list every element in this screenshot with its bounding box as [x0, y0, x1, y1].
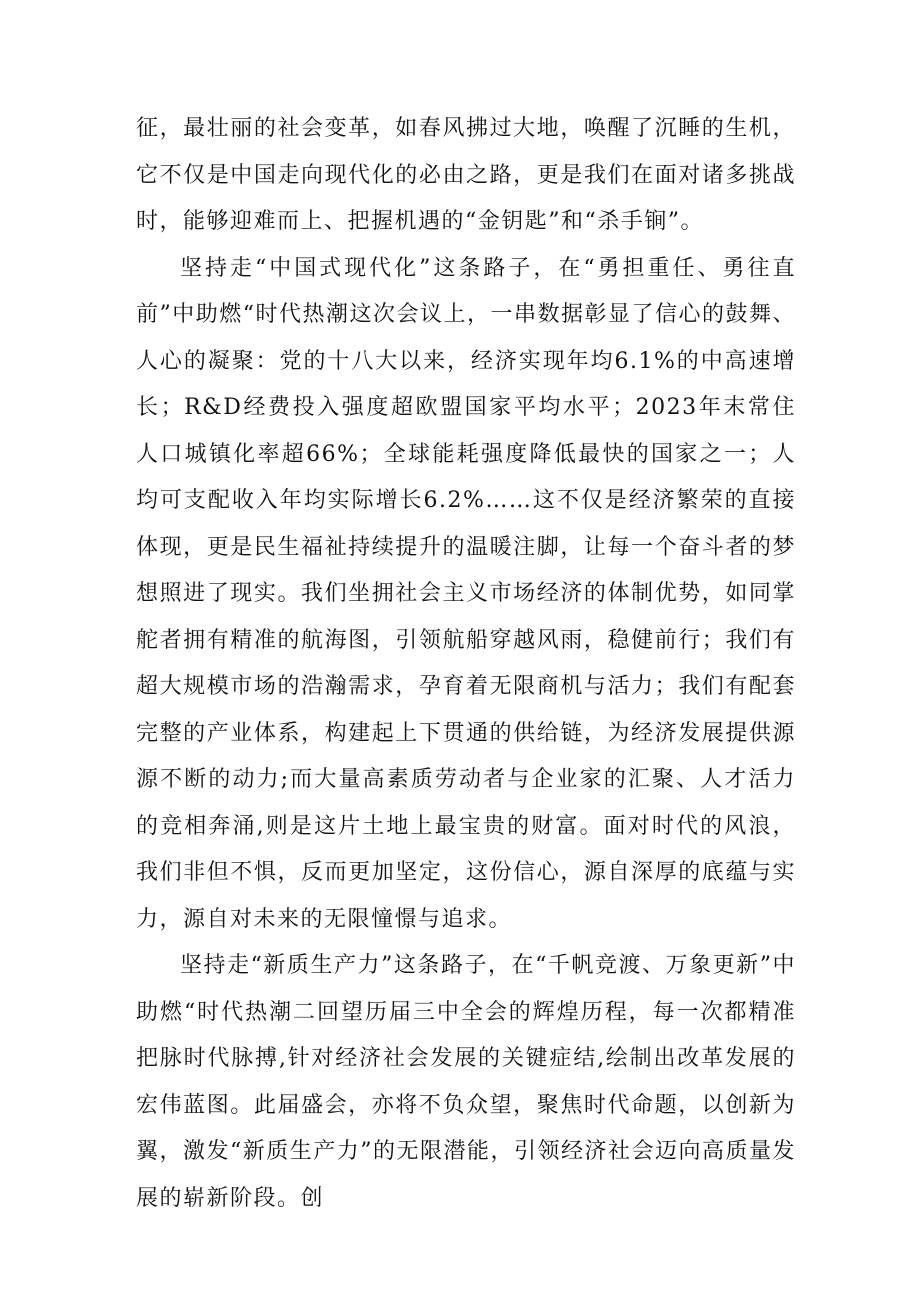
paragraph-3: 坚持走“新质生产力”这条路子，在“千帆竞渡、万象更新”中助燃“时代热潮二回望历届三中全会的辉煌历程，每一次都精准把脉时代脉搏,针对经济社会发展的关键症结,绘制出改革发展的宏伟蓝图。此届盛会，亦将不负众望，聚焦时代命题，以创新为翼，激发“新质生产力”的无限潜能，引领经济社会迈向高质量发展的崭新阶段。创	[136, 953, 796, 1211]
paragraph-1: 征，最壮丽的社会变革，如春风拂过大地，唤醒了沉睡的生机，它不仅是中国走向现代化的必由之路，更是我们在面对诸多挑战时，能够迎难而上、把握机遇的“金钥匙”和“杀手锏”。	[136, 116, 796, 234]
body-text	[136, 106, 796, 1222]
paragraph-2: 坚持走“中国式现代化”这条路子，在“勇担重任、勇往直前”中助燃“时代热潮这次会议上，一串数据彰显了信心的鼓舞、人心的凝聚：党的十八大以来，经济实现年均6.1%的中高速增长；R&D经费投入强度超欧盟国家平均水平；2023年末常住人口城镇化率超66%；全球能耗强度降低最快的国家之一；人均可支配收入年均实际增长6.2%……这不仅是经济繁荣的直接体现，更是民生福祉持续提升的温暖注脚，让每一个奋斗者的梦想照进了现实。我们坐拥社会主义市场经济的体制优势，如同掌舵者拥有精准的航海图，引领航船穿越风雨，稳健前行；我们有超大规模市场的浩瀚需求，孕育着无限商机与活力；我们有配套完整的产业体系，构建起上下贯通的供给链，为经济发展提供源源不断的动力;而大量高素质劳动者与企业家的汇聚、人才活力的竞相奔涌,则是这片土地上最宝贵的财富。面对时代的风浪，我们非但不惧，反而更加坚定，这份信心，源自深厚的底蕴与实力，源自对未来的无限憧憬与追求。	[136, 255, 796, 932]
